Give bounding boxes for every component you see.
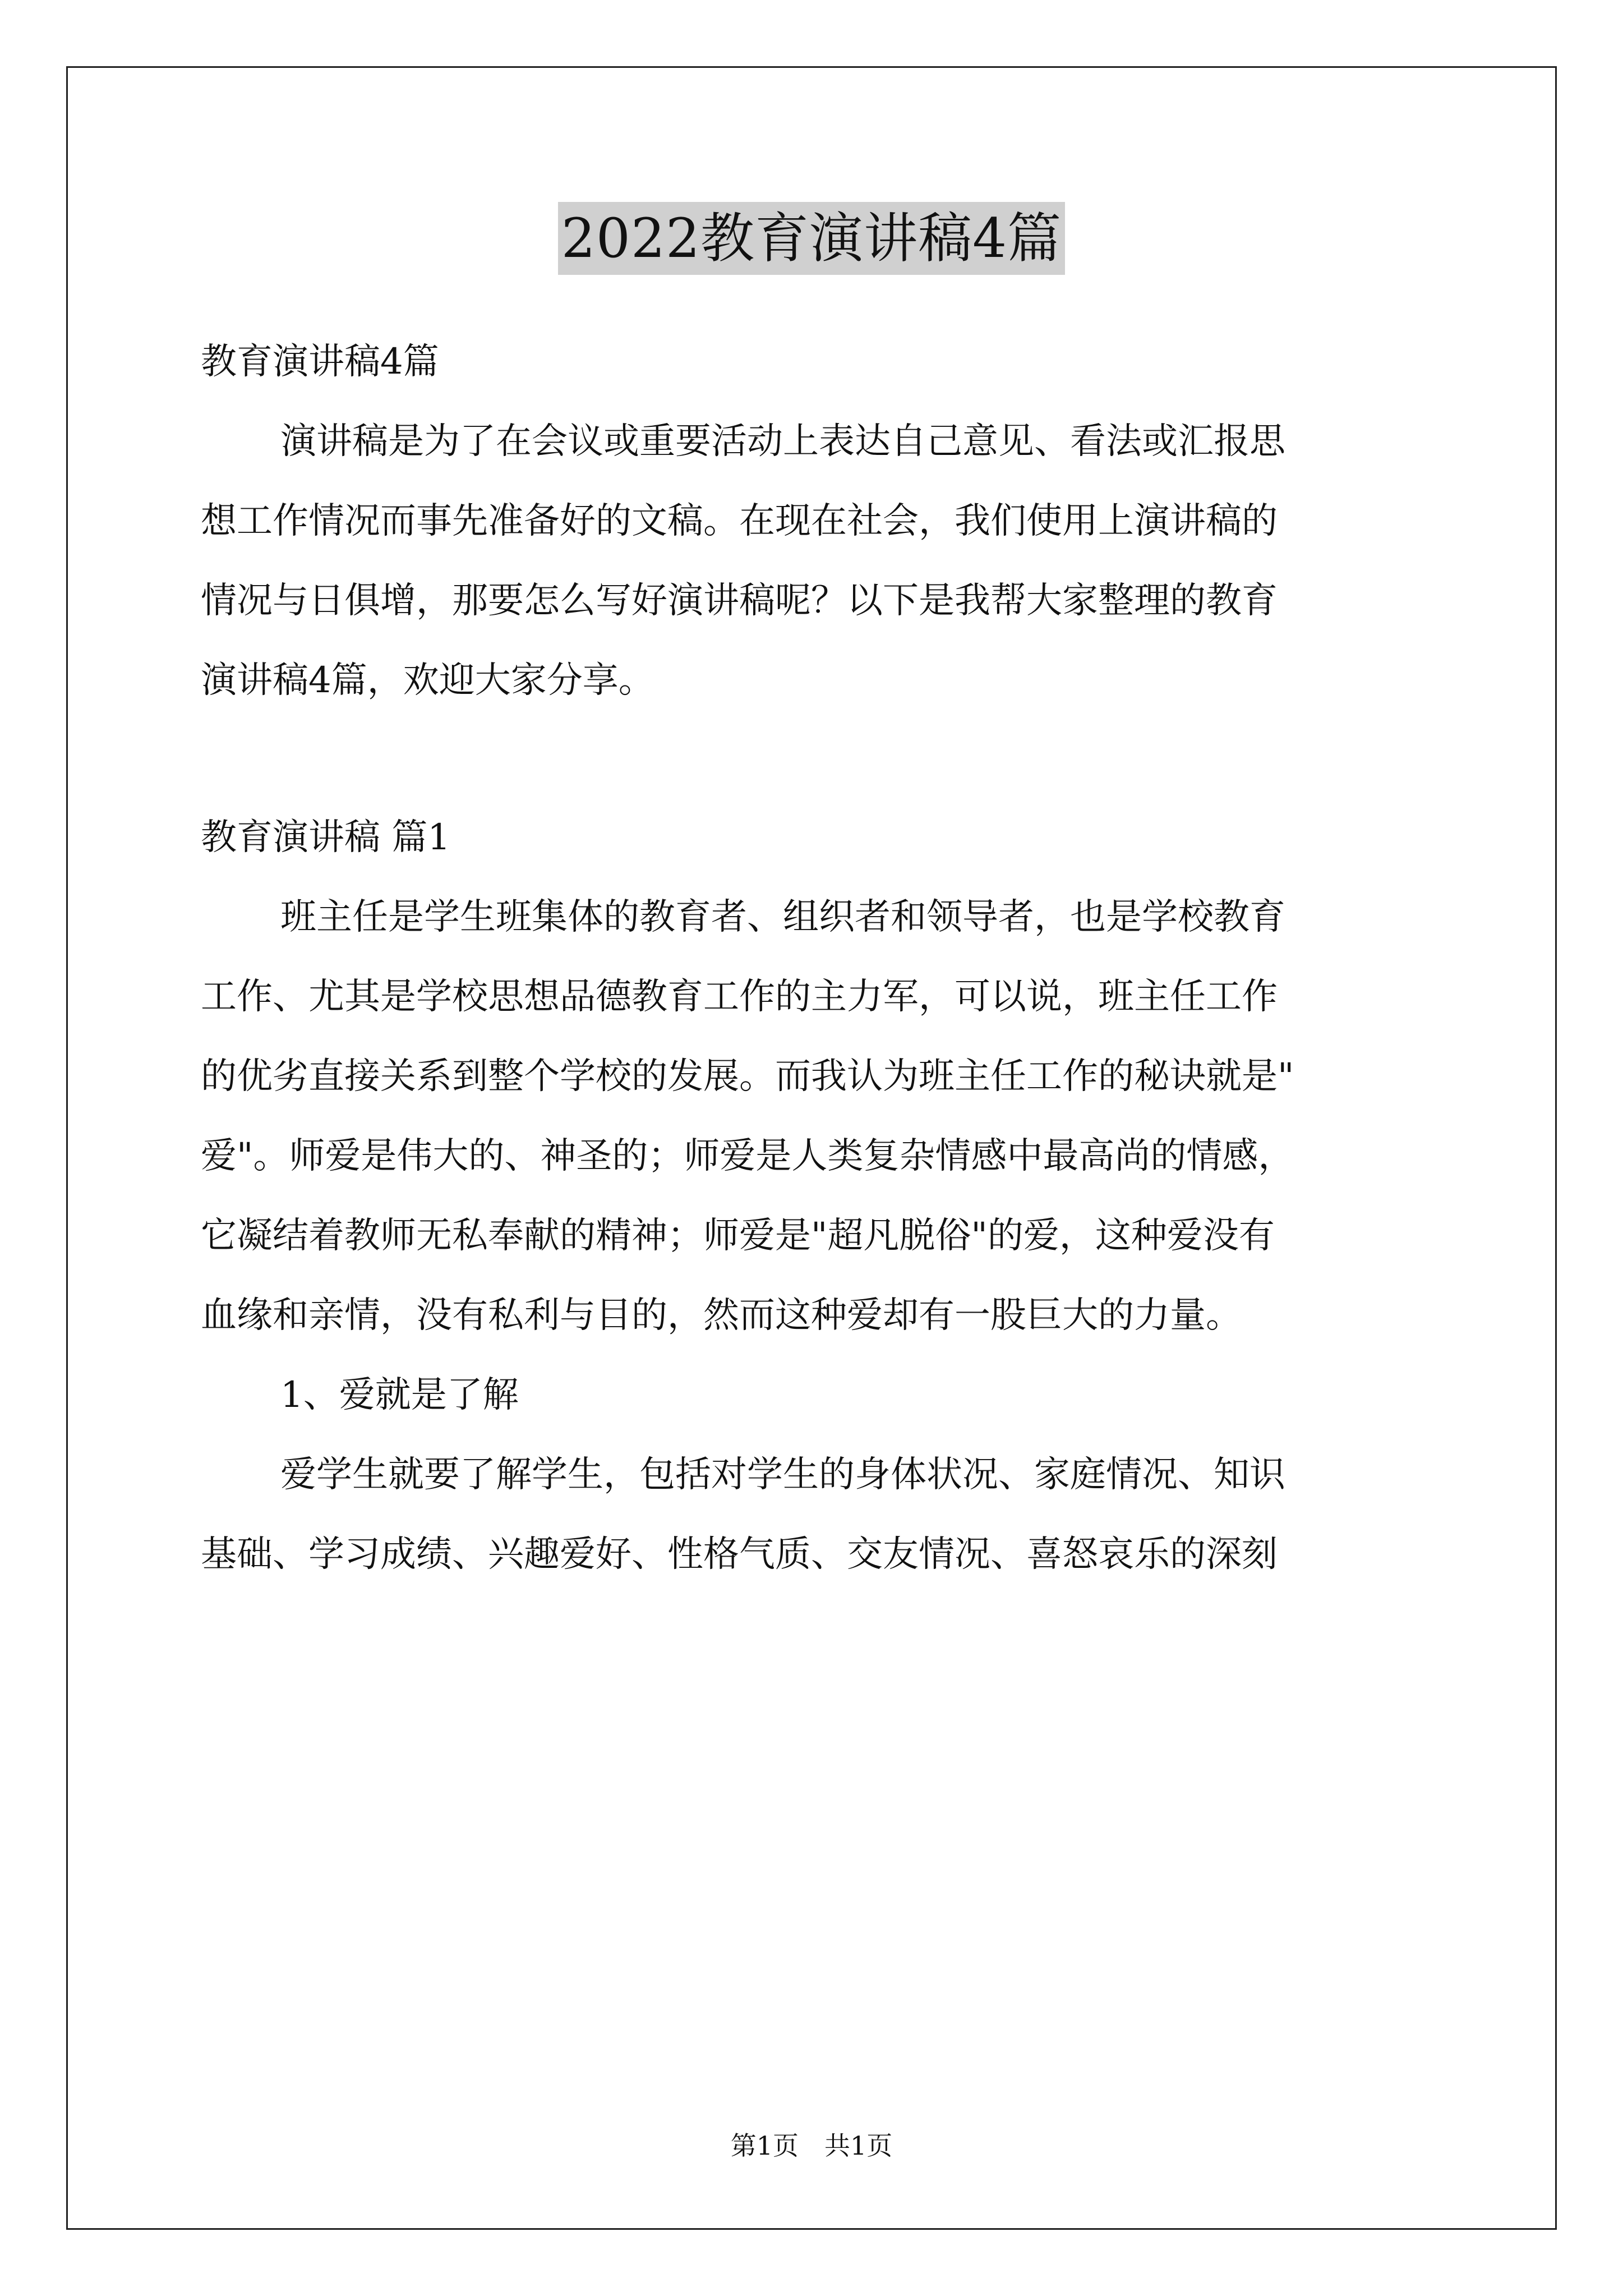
title-container xyxy=(0,202,1623,275)
paragraph-line: 想工作情况而事先准备好的文稿。在现在社会，我们使用上演讲稿的 xyxy=(201,500,1278,542)
paragraph-line: 爱"。师爱是伟大的、神圣的；师爱是人类复杂情感中最高尚的情感， xyxy=(201,1135,1294,1177)
paragraph-line: 爱学生就要了解学生，包括对学生的身体状况、家庭情况、知识 xyxy=(280,1454,1285,1496)
subheading-love-is-understanding: 1、爱就是了解 xyxy=(280,1374,519,1416)
paragraph-line: 的优劣直接关系到整个学校的发展。而我认为班主任工作的秘诀就是" xyxy=(201,1056,1294,1097)
section-heading-intro: 教育演讲稿4篇 xyxy=(201,341,439,383)
document-title: 2022教育演讲稿4篇 xyxy=(558,202,1065,275)
paragraph-line: 它凝结着教师无私奉献的精神；师爱是"超凡脱俗"的爱，这种爱没有 xyxy=(201,1215,1275,1257)
paragraph-line: 情况与日俱增，那要怎么写好演讲稿呢？以下是我帮大家整理的教育 xyxy=(201,580,1278,622)
section-heading-part1: 教育演讲稿 篇1 xyxy=(201,817,451,858)
paragraph-line: 演讲稿是为了在会议或重要活动上表达自己意见、看法或汇报思 xyxy=(280,421,1285,462)
paragraph-line: 工作、尤其是学校思想品德教育工作的主力军，可以说，班主任工作 xyxy=(201,976,1278,1018)
paragraph-line: 血缘和亲情，没有私利与目的，然而这种爱却有一股巨大的力量。 xyxy=(201,1295,1242,1336)
paragraph-line: 演讲稿4篇，欢迎大家分享。 xyxy=(201,660,654,701)
page-footer: 第1页 共1页 xyxy=(730,2131,893,2161)
paragraph-line: 基础、学习成绩、兴趣爱好、性格气质、交友情况、喜怒哀乐的深刻 xyxy=(201,1534,1278,1575)
paragraph-line: 班主任是学生班集体的教育者、组织者和领导者，也是学校教育 xyxy=(280,896,1285,938)
document-body xyxy=(201,337,1435,1580)
